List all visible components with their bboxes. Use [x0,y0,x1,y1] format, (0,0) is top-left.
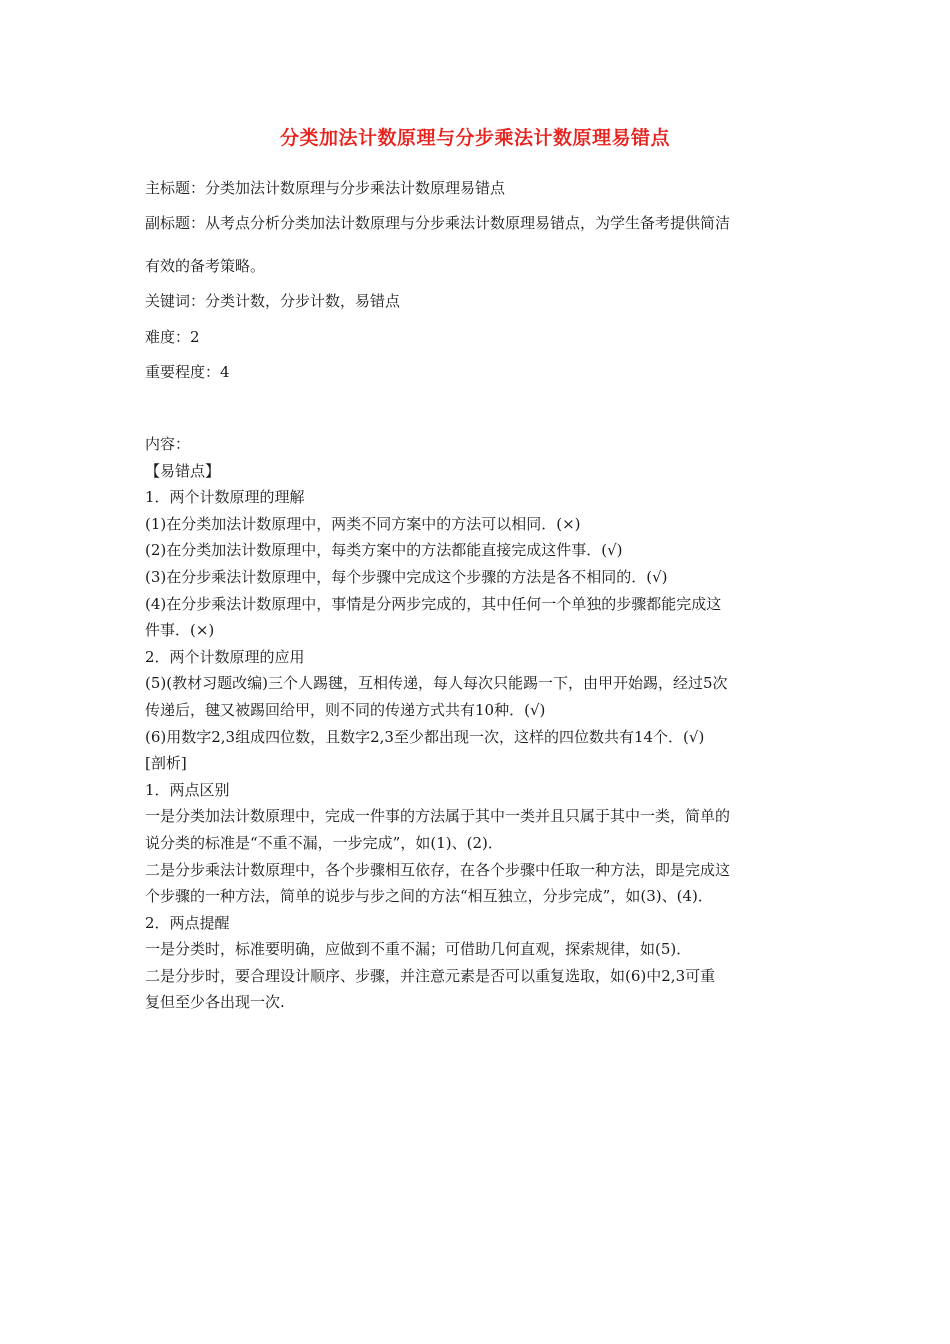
document-title: 分类加法计数原理与分步乘法计数原理易错点 [279,127,670,149]
analysis-heading: [剖析] [145,754,187,773]
subtitle-line-1: 副标题：从考点分析分类加法计数原理与分步乘法计数原理易错点，为学生备考提供简洁 [145,214,731,232]
main-title-line: 主标题：分类加法计数原理与分步乘法计数原理易错点 [145,179,506,197]
subtitle-line-2: 有效的备考策略。 [145,257,266,275]
content-line: (3)在分步乘法计数原理中，每个步骤中完成这个步骤的方法是各不相同的．(√) [145,567,668,586]
subsection-heading: 2．两点提醒 [145,913,230,932]
section-mistakes-heading: 【易错点】 [145,461,221,480]
content-line: (6)用数字2,3组成四位数，且数字2,3至少都出现一次，这样的四位数共有14个．(√) [145,727,705,746]
content-line: 一是分类加法计数原理中，完成一件事的方法属于其中一类并且只属于其中一类，简单的 [145,807,731,826]
content-line: 件事．(×) [145,621,215,640]
content-line: 复但至少各出现一次. [145,993,285,1012]
content-line: 说分类的标准是“不重不漏，一步完成”，如(1)、(2)． [145,833,503,852]
content-line: (2)在分类加法计数原理中，每类方案中的方法都能直接完成这件事．(√) [145,541,623,560]
subsection-heading: 1．两点区别 [145,780,230,799]
content-line: 一是分类时，标准要明确，应做到不重不漏；可借助几何直观，探索规律，如(5)． [145,940,692,959]
content-line: 二是分步乘法计数原理中，各个步骤相互依存，在各个步骤中任取一种方法，即是完成这 [145,860,731,879]
difficulty-line: 难度：2 [145,328,200,346]
content-line: (4)在分步乘法计数原理中，事情是分两步完成的，其中任何一个单独的步骤都能完成这 [145,594,722,613]
content-line: 传递后，毽又被踢回给甲，则不同的传递方式共有10种．(√) [145,700,546,719]
subsection-heading: 1．两个计数原理的理解 [145,488,305,507]
content-line: 二是分步时，要合理设计顺序、步骤，并注意元素是否可以重复选取，如(6)中2,3可重 [145,966,716,985]
content-line: (1)在分类加法计数原理中，两类不同方案中的方法可以相同．(×) [145,514,581,533]
importance-line: 重要程度：4 [145,363,230,381]
content-line: 个步骤的一种方法，简单的说步与步之间的方法“相互独立，分步完成”，如(3)、(4)． [145,887,713,906]
keywords-line: 关键词：分类计数，分步计数，易错点 [145,292,401,310]
subsection-heading: 2．两个计数原理的应用 [145,647,305,666]
content-heading: 内容： [145,435,191,453]
content-body [145,431,815,1016]
content-line: (5)(教材习题改编)三个人踢毽，互相传递，每人每次只能踢一下，由甲开始踢，经过5次 [145,674,728,693]
